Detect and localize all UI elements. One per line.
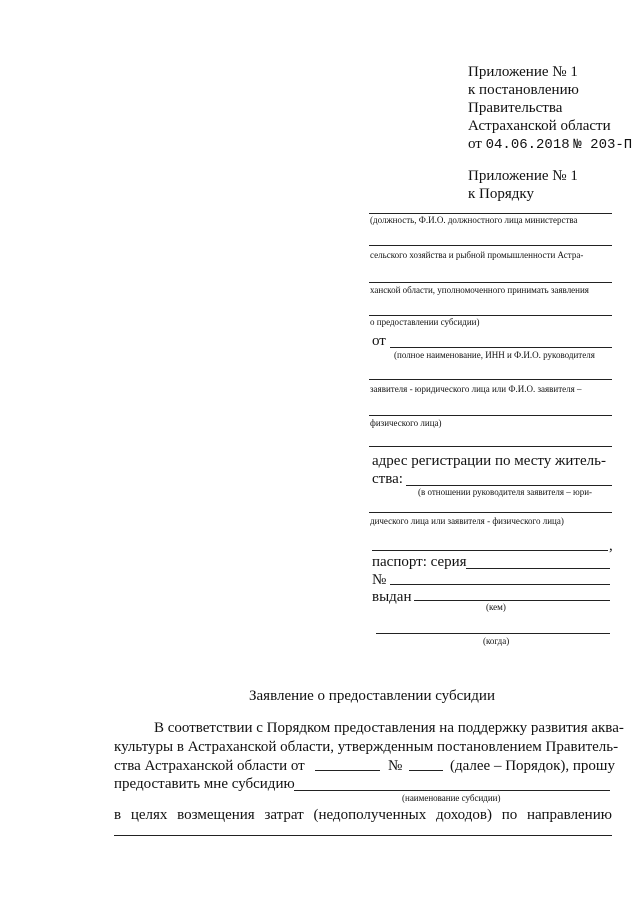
- subsidy-name-hint: (наименование субсидии): [402, 793, 501, 803]
- sender-line-1: [390, 347, 612, 348]
- sender-line-2: [369, 379, 612, 380]
- address-hint-2: дического лица или заявителя - физического лица): [370, 516, 564, 526]
- address-label-1: адрес регистрации по месту житель-: [372, 453, 606, 469]
- resolution-date-line: [468, 135, 632, 154]
- word-zatrat: затрат: [264, 807, 304, 823]
- passport-number-label: №: [372, 572, 387, 588]
- address-line-1: [406, 485, 612, 486]
- statement-line-4: предоставить мне субсидию: [114, 776, 295, 792]
- sender-line-4: [369, 446, 612, 447]
- statement-line-3c: (далее – Порядок), прошу: [450, 758, 615, 774]
- to-procedure-text: к Порядку: [468, 186, 534, 202]
- resolution-number: № 203-П: [573, 137, 633, 153]
- word-tselyakh: целях: [130, 807, 168, 823]
- passport-issued-label: выдан: [372, 589, 412, 605]
- word-dokhodov: доходов): [435, 807, 492, 823]
- statement-line-1: В соответствии с Порядком предоставления на поддержку развития аква-: [154, 720, 624, 736]
- address-hint-1: (в отношении руководителя заявителя – юри-: [418, 487, 593, 497]
- sender-line-3: [369, 415, 612, 416]
- passport-series-line: [466, 568, 610, 569]
- sender-hint-1: (полное наименование, ИНН и Ф.И.О. руководителя: [394, 350, 595, 360]
- word-po: по: [501, 807, 518, 823]
- sender-hint-3: физического лица): [370, 418, 442, 428]
- addressee-line-2: [369, 245, 612, 246]
- address-label-2: ства:: [372, 471, 403, 487]
- passport-when-hint: (когда): [483, 636, 510, 646]
- government-text: Правительства: [468, 100, 563, 116]
- passport-top-line: [372, 550, 608, 551]
- region-text: Астраханской области: [468, 118, 611, 134]
- resolution-number-blank: [409, 770, 443, 771]
- from-label: от: [372, 333, 386, 349]
- statement-line-5: [114, 806, 612, 825]
- addressee-line-1: [369, 213, 612, 214]
- procedure-appendix-title: Приложение № 1: [468, 168, 578, 184]
- address-line-2: [369, 512, 612, 513]
- word-vozmeshcheniya: возмещения: [177, 807, 255, 823]
- word-napravleniyu: направлению: [526, 807, 612, 823]
- passport-date-line: [376, 633, 610, 634]
- statement-line-3b: №: [388, 758, 403, 774]
- direction-line: [114, 835, 612, 836]
- resolution-date: 04.06.2018: [485, 137, 570, 153]
- passport-number-line: [390, 584, 610, 585]
- word-nedopoluchennykh: (недополученных: [313, 807, 427, 823]
- word-v: в: [114, 807, 122, 823]
- passport-series-label: паспорт: серия: [372, 554, 467, 570]
- addressee-line-3: [369, 282, 612, 283]
- statement-title: Заявление о предоставлении субсидии: [249, 688, 495, 704]
- subsidy-name-line: [294, 790, 610, 791]
- appendix-title: Приложение № 1: [468, 64, 578, 80]
- statement-line-3a: ства Астраханской области от: [114, 758, 305, 774]
- statement-line-2: культуры в Астраханской области, утвержденным постановлением Правитель-: [114, 739, 619, 755]
- resolution-date-blank: [315, 770, 380, 771]
- addressee-hint-1: (должность, Ф.И.О. должностного лица министерства: [370, 215, 578, 225]
- sender-hint-2: заявителя - юридического лица или Ф.И.О. заявителя –: [370, 384, 582, 394]
- to-resolution-text: к постановлению: [468, 82, 579, 98]
- addressee-hint-3: ханской области, уполномоченного принимать заявления: [370, 285, 589, 295]
- passport-by-whom-hint: (кем): [486, 602, 506, 612]
- passport-issued-line: [414, 600, 610, 601]
- passport-comma: ,: [609, 538, 613, 554]
- addressee-line-4: [369, 315, 612, 316]
- addressee-hint-4: о предоставлении субсидии): [370, 317, 480, 327]
- date-prefix: от: [468, 136, 482, 152]
- addressee-hint-2: сельского хозяйства и рыбной промышленности Астра-: [370, 250, 584, 260]
